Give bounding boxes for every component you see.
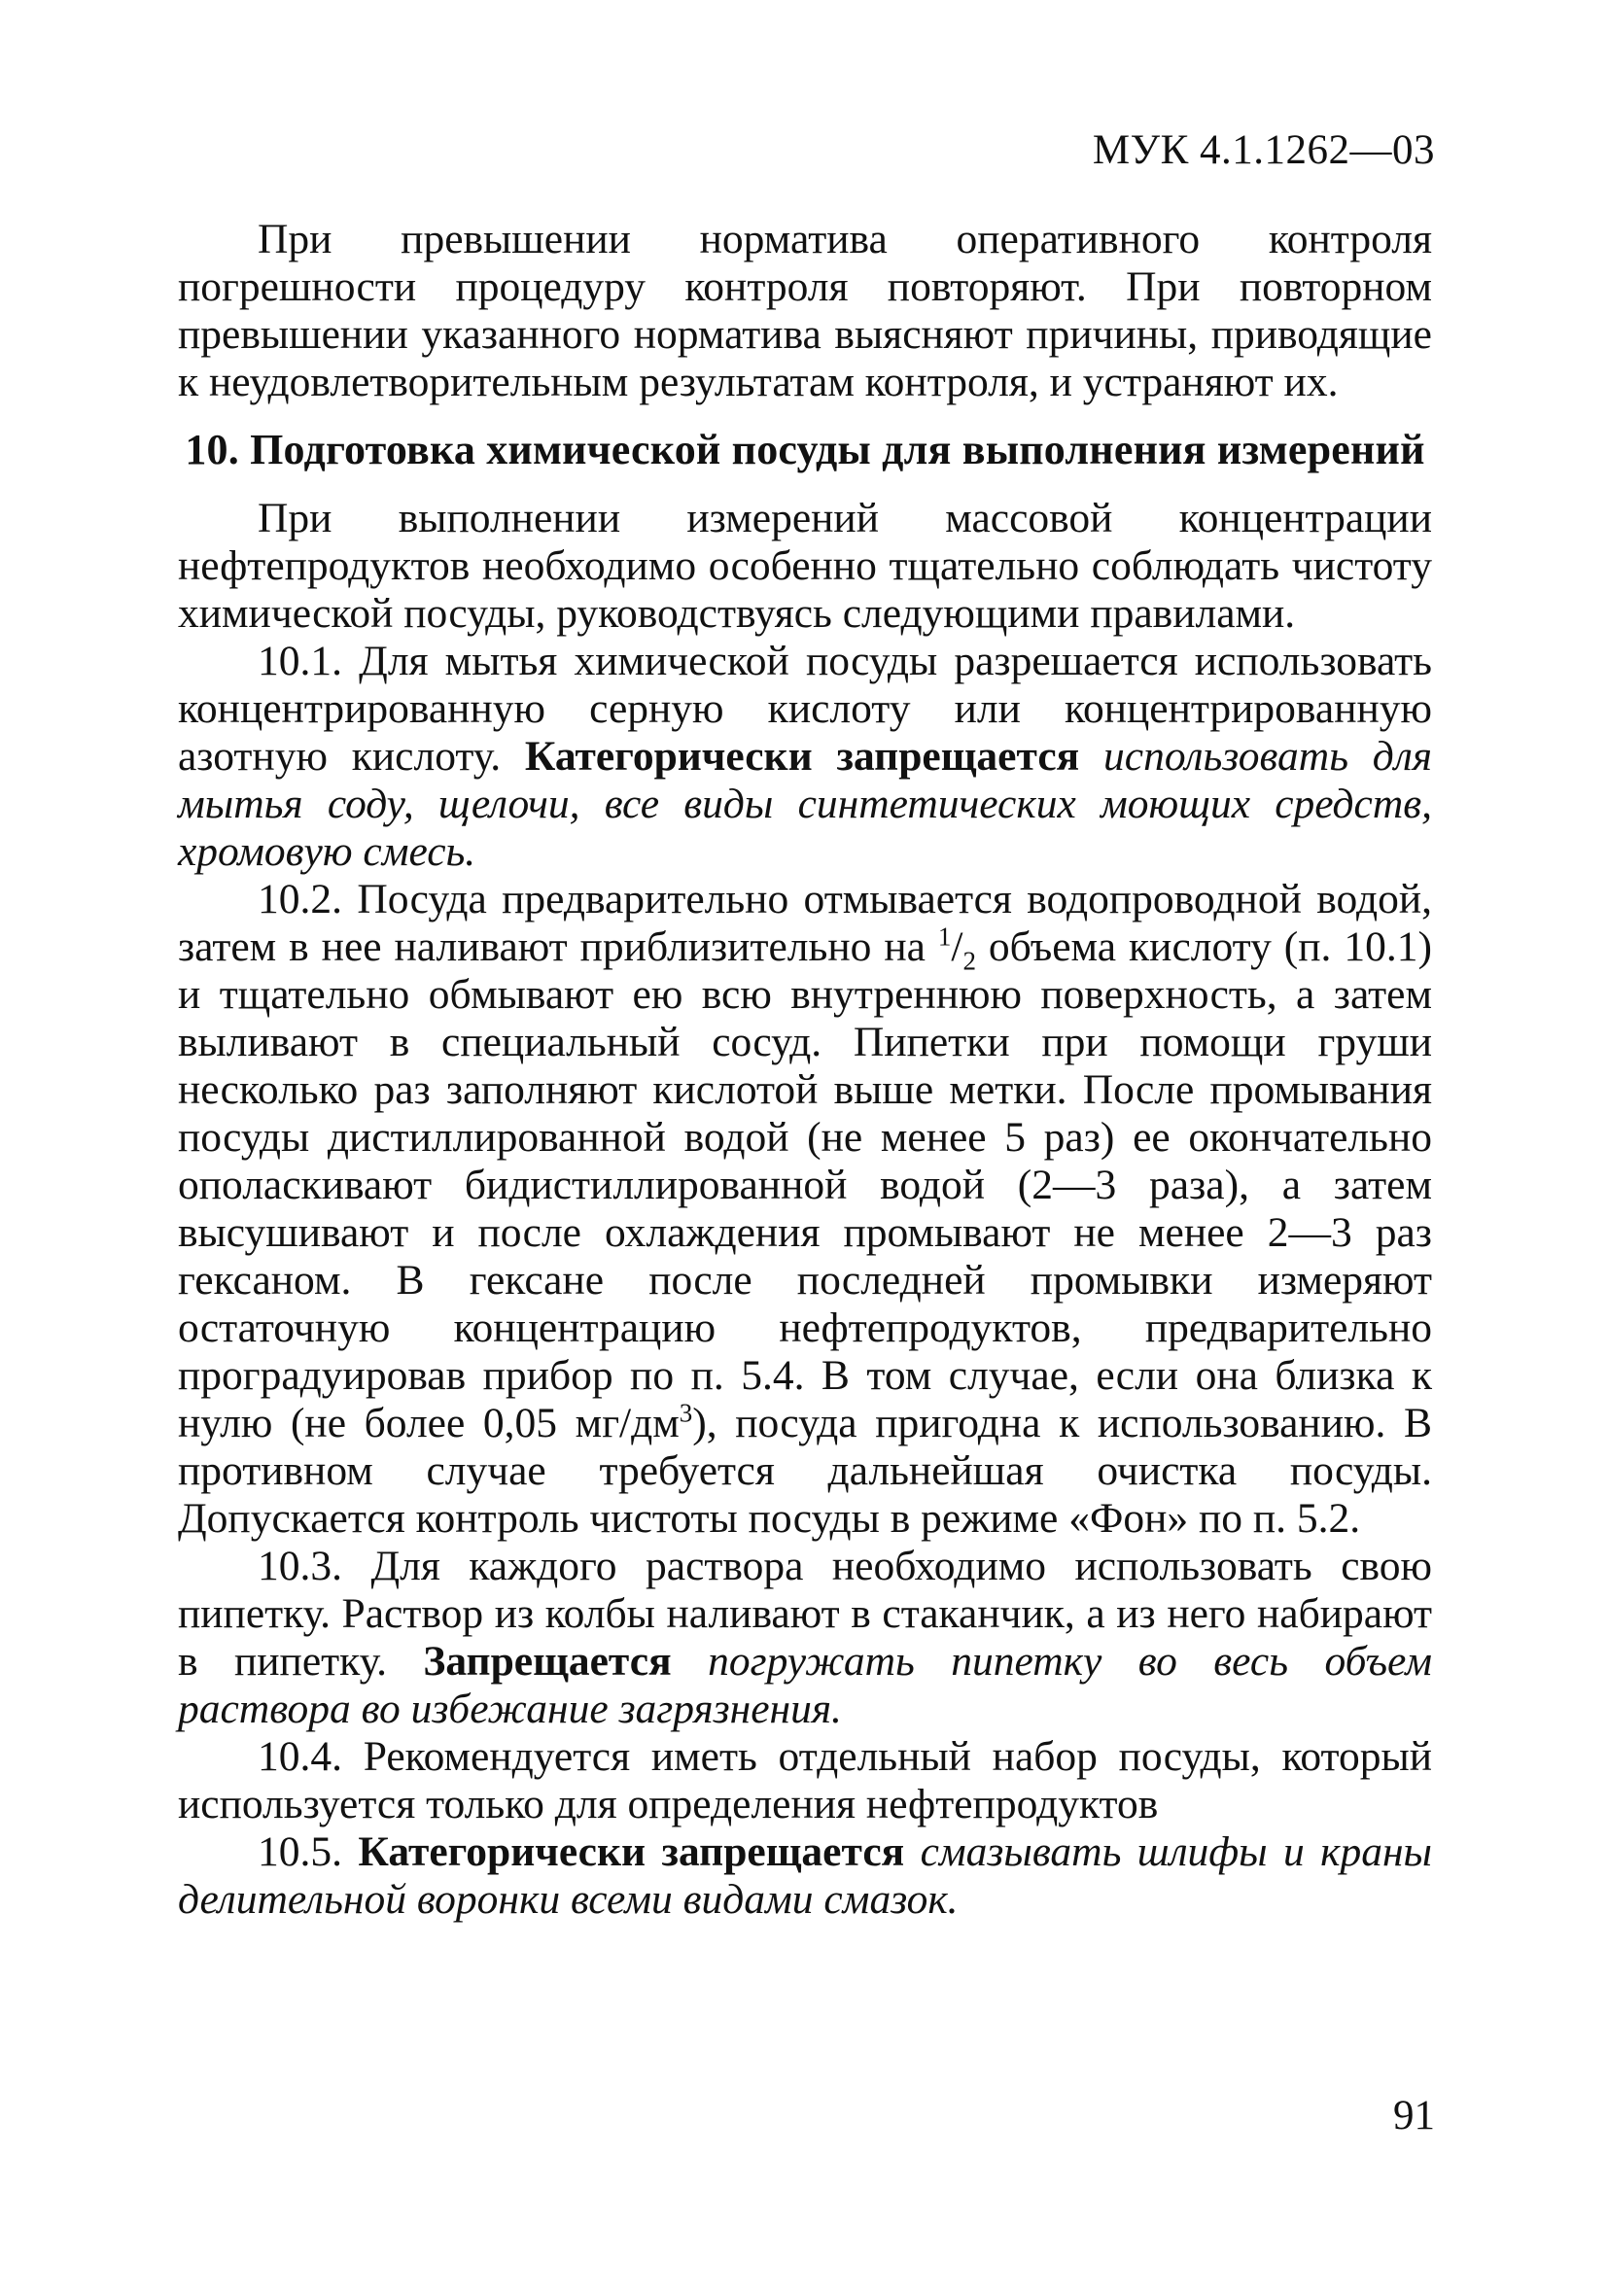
p10-2-text-c: ), посуда пригодна к использованию. В противном случае требуется дальнейшая очистка посуды. Допускается контроль чистоты посуды в режиме «Фон» по п. 5.2.: [178, 1400, 1432, 1542]
body-text: [178, 216, 1432, 1924]
p10-3-italic: погружать пипетку во весь объем раствора во избежание загрязнения.: [178, 1638, 1433, 1732]
p10-3-bold: Запрещается: [423, 1638, 672, 1685]
paragraph-10-2: [178, 876, 1432, 1543]
p10-1-italic: использовать для мытья соду, щелочи, все виды синтетических моющих средств, хромовую смесь.: [178, 733, 1433, 875]
fraction-slash: /: [951, 923, 963, 970]
intro-paragraph: При превышении норматива оперативного контроля погрешности процедуру контроля повторяют. При повторном превышении указанного норматива выясняют причины, приводящие к неудовлетворительным результатам контроля, и устраняют их.: [178, 216, 1432, 405]
document-code: МУК 4.1.1262—03: [1092, 127, 1435, 173]
p10-2-text-b: объема кислоту (п. 10.1) и тщательно обмывают ею всю внутреннюю поверхность, а затем выливают в специальный сосуд. Пипетки при помощи груши несколько раз заполняют кислотой выше метки. После промывания посуды дистиллированной водой (не менее 5 раз) ее окончательно ополаскивают бидистиллированной водой (2—3 раза), а затем высушивают и после охлаждения промывают не менее 2—3 раз гексаном. В гексане после последней промывки измеряют остаточную концентрацию нефтепродуктов, предварительно проградуировав прибор по п. 5.4. В том случае, если она близка к нулю (не более 0,05 мг/дм: [178, 923, 1432, 1446]
p10-5-text: 10.5.: [258, 1828, 359, 1875]
p10-1-text: 10.1. Для мытья химической посуды разрешается использовать концентрированную серную кислоту или концентрированную азотную кислоту.: [178, 638, 1432, 780]
paragraph-10-5: [178, 1828, 1432, 1924]
paragraph-10-3: [178, 1543, 1432, 1733]
page-number: 91: [1393, 2093, 1435, 2139]
paragraph-10-1: [178, 638, 1432, 876]
p10-3-text: 10.3. Для каждого раствора необходимо использовать свою пипетку. Раствор из колбы наливают в стаканчик, а из него набирают в пипетку.: [178, 1543, 1432, 1685]
section-heading: 10. Подготовка химической посуды для выполнения измерений: [185, 426, 1425, 473]
p10-2-text-a: 10.2. Посуда предварительно отмывается водопроводной водой, затем в нее наливают приблизительно на: [178, 876, 1432, 970]
unit-superscript: 3: [679, 1398, 693, 1428]
fraction-numerator: 1: [937, 922, 952, 952]
p10-1-bold: Категорически запрещается: [524, 733, 1080, 780]
section-lead-paragraph: При выполнении измерений массовой концентрации нефтепродуктов необходимо особенно тщательно соблюдать чистоту химической посуды, руководствуясь следующими правилами.: [178, 495, 1432, 637]
fraction-denominator: 2: [962, 946, 976, 976]
paragraph-10-4: 10.4. Рекомендуется иметь отдельный набор посуды, который используется только для определения нефтепродуктов: [178, 1733, 1432, 1827]
p10-5-italic: смазывать шлифы и краны делительной воронки всеми видами смазок.: [178, 1828, 1432, 1923]
p10-5-bold: Категорически запрещается: [358, 1828, 905, 1875]
